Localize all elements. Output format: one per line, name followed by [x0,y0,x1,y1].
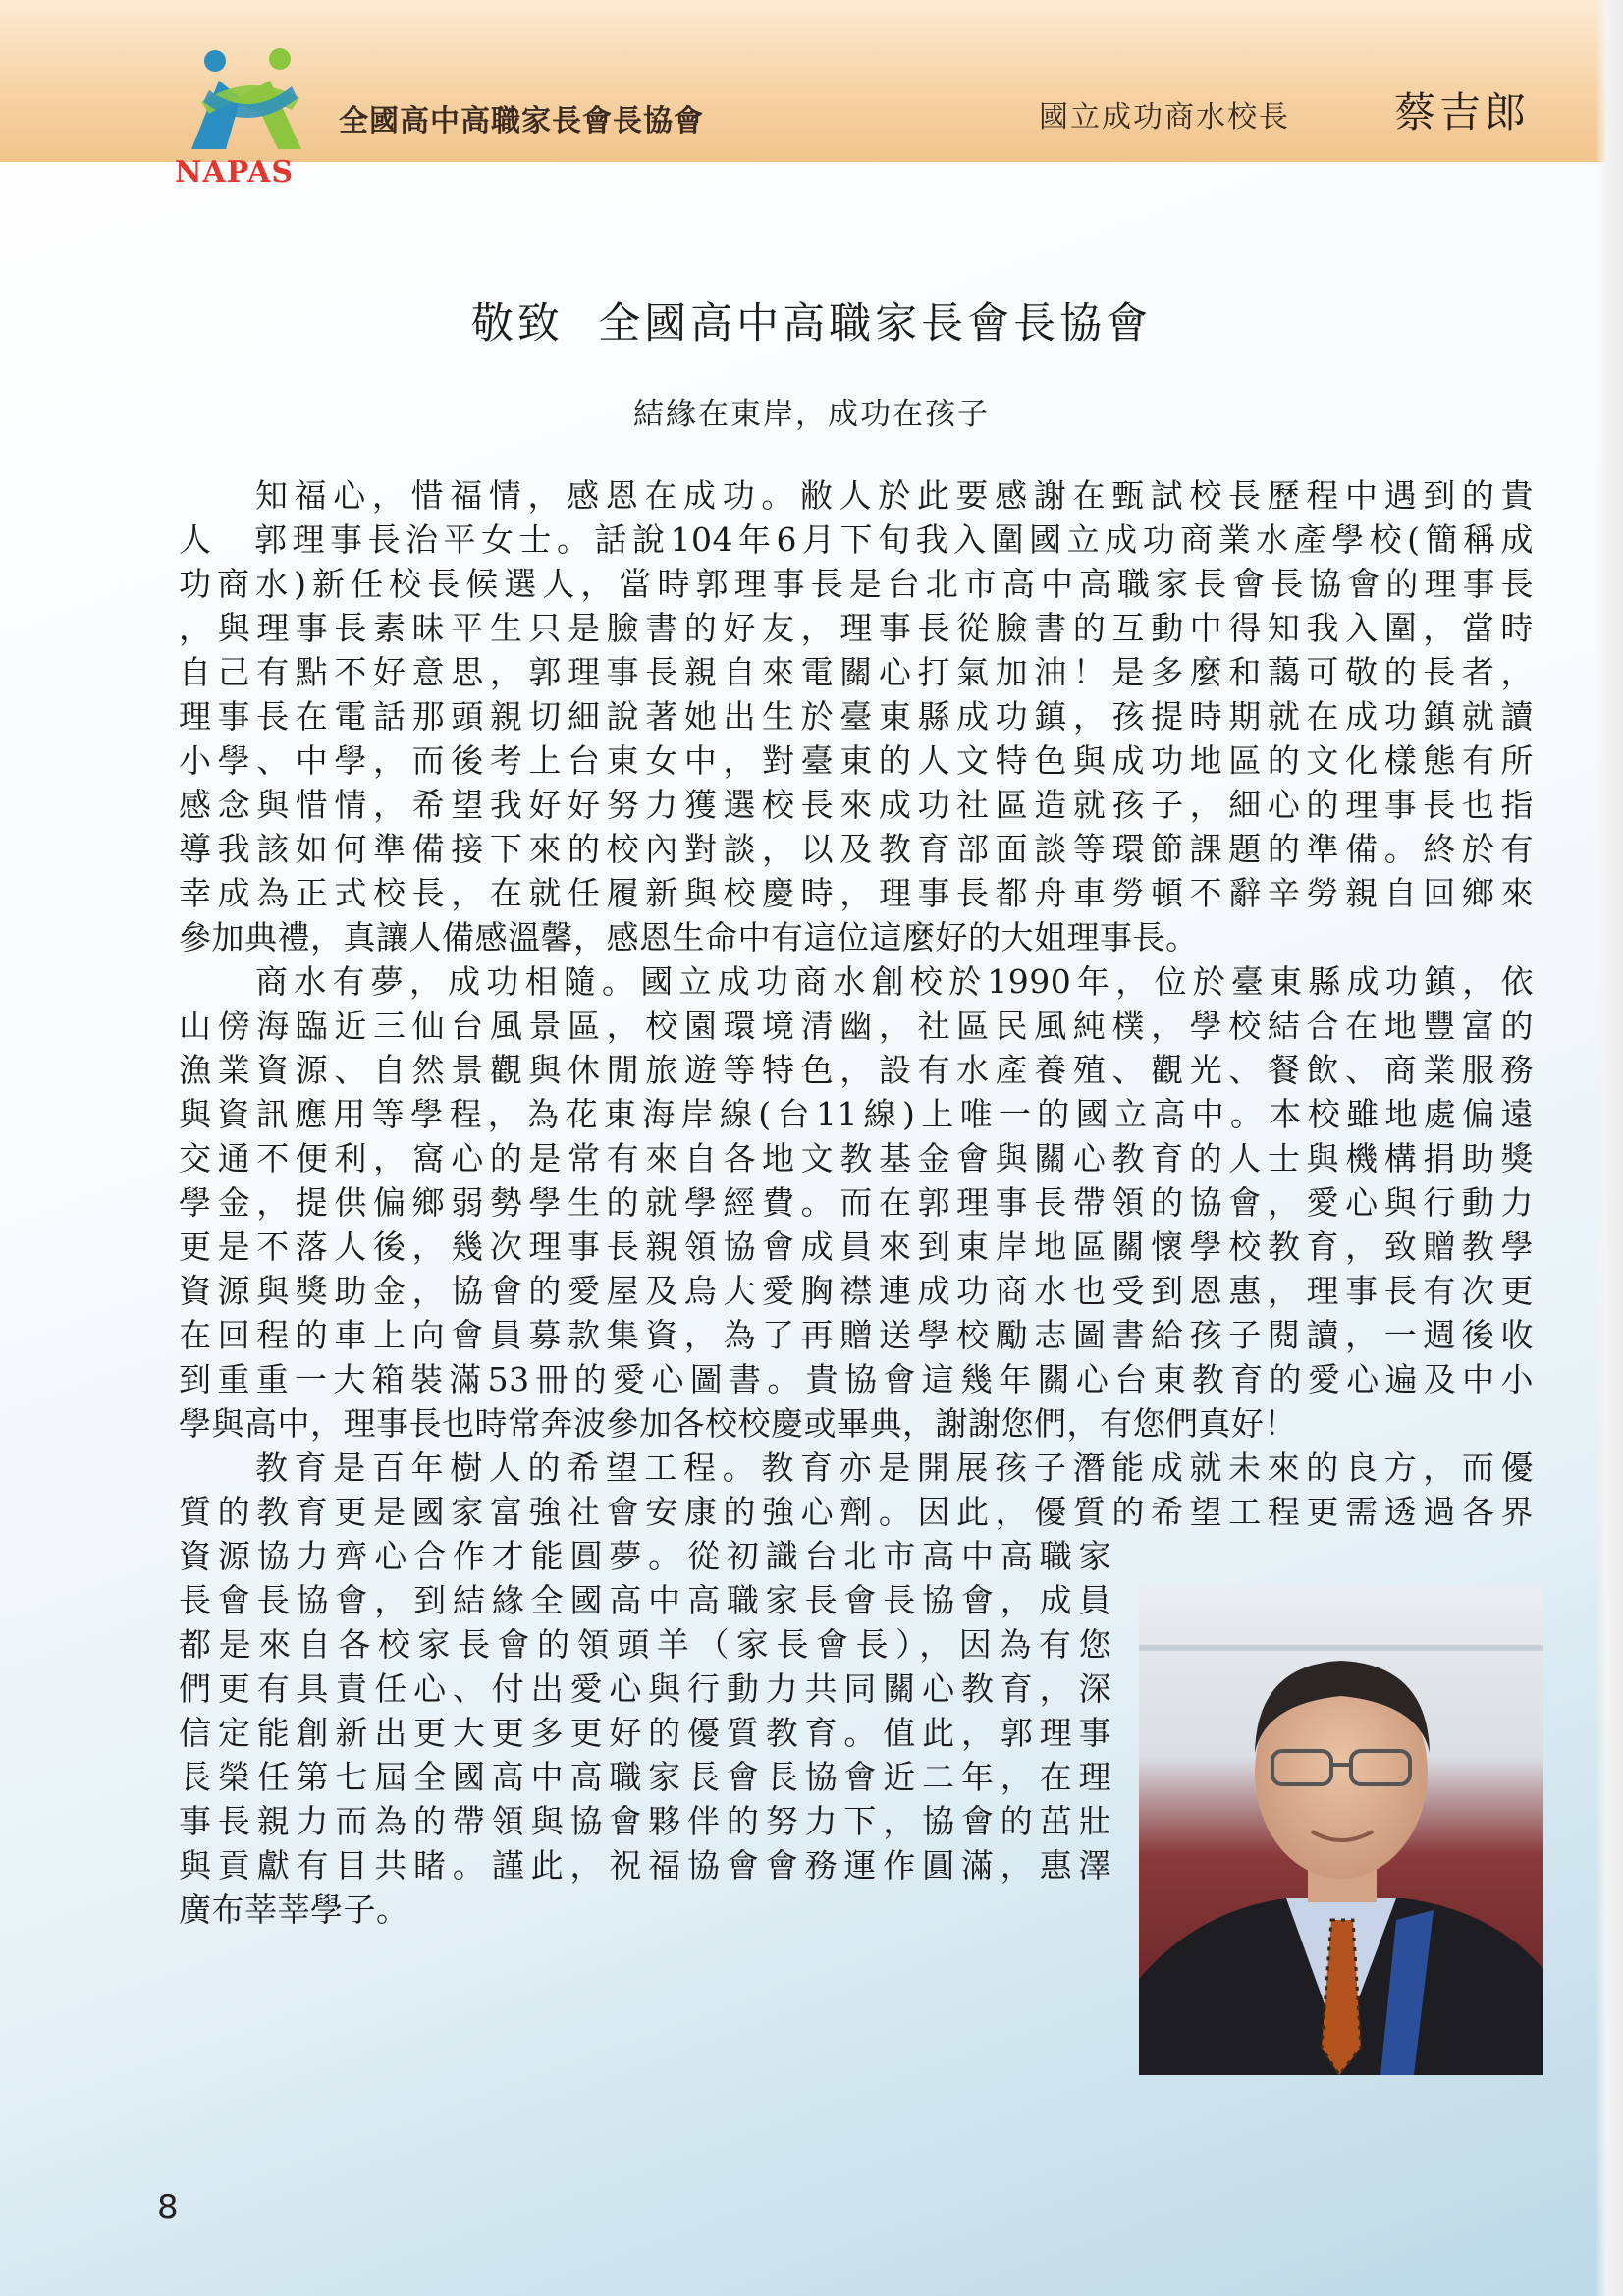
body-line: 資源協力齊心合作才能圓夢。從初識台北市高中高職家 [179,1537,1111,1575]
body-line: ，與理事長素昧平生只是臉書的好友，理事長從臉書的互動中得知我入圍，當時 [179,609,1534,647]
body-line: 都是來自各校家長會的領頭羊（家長會長），因為有您 [179,1625,1111,1664]
body-line: 自己有點不好意思，郭理事長親自來電關心打氣加油！是多麼和藹可敬的長者， [179,653,1534,691]
article-headline: 敬致 全國高中高職家長會長協會 [470,300,1153,349]
body-line: 們更有具責任心、付出愛心與行動力共同關心教育，深 [179,1669,1111,1708]
body-line: 感念與惜情，希望我好好努力獲選校長來成功社區造就孩子，細心的理事長也指 [179,786,1534,824]
author-name: 蔡吉郎 [1394,88,1531,137]
body-line: 商水有夢，成功相隨。國立成功商水創校於1990年，位於臺東縣成功鎮，依 [255,962,1534,1001]
author-title: 國立成功商水校長 [1039,100,1290,135]
body-line: 與資訊應用等學程，為花東海岸線(台11線)上唯一的國立高中。本校雖地處偏遠 [179,1095,1534,1133]
body-line: 小學、中學，而後考上台東女中，對臺東的人文特色與成功地區的文化樣態有所 [179,741,1534,780]
body-line: 質的教育更是國家富強社會安康的強心劑。因此，優質的希望工程更需透過各界 [179,1493,1534,1531]
organization-name: 全國高中高職家長會長協會 [339,104,704,138]
body-line: 廣布莘莘學子。 [179,1890,409,1929]
body-line: 長榮任第七屆全國高中高職家長會長協會近二年，在理 [179,1758,1111,1796]
body-line: 知福心，惜福情，感恩在成功。敝人於此要感謝在甄試校長歷程中遇到的貴 [255,476,1534,515]
body-line: 學金，提供偏鄉弱勢學生的就學經費。而在郭理事長帶領的協會，愛心與行動力 [179,1183,1534,1222]
article-subtitle: 結緣在東岸，成功在孩子 [633,397,990,432]
body-line: 理事長在電話那頭親切細說著她出生於臺東縣成功鎮，孩提時期就在成功鎮就讀 [179,697,1534,736]
principal-portrait [1139,1586,1543,2075]
body-line: 事長親力而為的帶領與協會夥伴的努力下，協會的茁壯 [179,1802,1111,1840]
body-line: 在回程的車上向會員募款集資，為了再贈送學校勵志圖書給孩子閱讀，一週後收 [179,1316,1534,1354]
body-line: 參加典禮，真讓人備感溫馨，感恩生命中有這位這麼好的大姐理事長。 [179,918,1199,957]
body-line: 資源與獎助金，協會的愛屋及烏大愛胸襟連成功商水也受到恩惠，理事長有次更 [179,1272,1534,1310]
body-line: 功商水)新任校長候選人，當時郭理事長是台北市高中高職家長會長協會的理事長 [179,565,1534,603]
body-line: 人 郭理事長治平女士。話說104年6月下旬我入圍國立成功商業水產學校(簡稱成 [179,520,1534,559]
body-line: 教育是百年樹人的希望工程。教育亦是開展孩子潛能成就未來的良方，而優 [255,1449,1534,1487]
body-line: 更是不落人後，幾次理事長親領協會成員來到東岸地區關懷學校教育，致贈教學 [179,1228,1534,1266]
body-line: 長會長協會，到結緣全國高中高職家長會長協會，成員 [179,1581,1111,1619]
body-line: 山傍海臨近三仙台風景區，校園環境清幽，社區民風純樸，學校結合在地豐富的 [179,1007,1534,1045]
body-line: 漁業資源、自然景觀與休閒旅遊等特色，設有水產養殖、觀光、餐飲、商業服務 [179,1051,1534,1089]
body-line: 信定能創新出更大更多更好的優質教育。值此，郭理事 [179,1714,1111,1752]
body-line: 交通不便利，窩心的是常有來自各地文教基金會與關心教育的人士與機構捐助獎 [179,1139,1534,1177]
logo-text: NAPAS [175,155,295,190]
body-line: 學與高中，理事長也時常奔波參加各校校慶或畢典，謝謝您們，有您們真好！ [179,1404,1297,1443]
body-line: 到重重一大箱裝滿53冊的愛心圖書。貴協會這幾年關心台東教育的愛心遍及中小 [179,1360,1534,1398]
body-line: 導我該如何準備接下來的校內對談，以及教育部面談等環節課題的準備。終於有 [179,830,1534,868]
body-line: 與貢獻有目共睹。謹此，祝福協會會務運作圓滿，惠澤 [179,1846,1111,1885]
page-number: 8 [157,2188,179,2227]
body-line: 幸成為正式校長，在就任履新與校慶時，理事長都舟車勞頓不辭辛勞親自回鄉來 [179,874,1534,912]
